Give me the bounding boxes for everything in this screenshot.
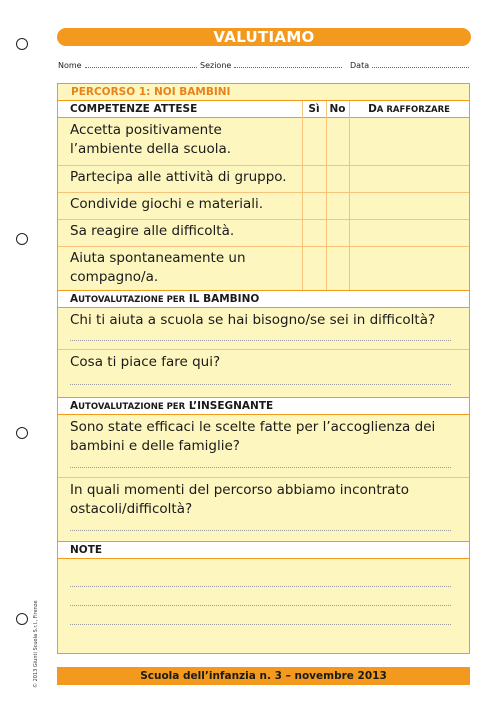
binder-hole xyxy=(16,427,28,439)
header-no: No xyxy=(329,103,346,115)
note-line[interactable] xyxy=(70,586,451,587)
answer-line[interactable] xyxy=(70,467,451,468)
footer-bar xyxy=(57,667,470,685)
date-field[interactable] xyxy=(350,59,469,70)
name-label: Nome xyxy=(58,61,82,70)
note-line[interactable] xyxy=(70,624,451,625)
question-bambino[interactable]: Chi ti aiuta a scuola se hai bisogno/se sei in difficoltà? xyxy=(58,308,469,350)
evaluation-card xyxy=(57,83,470,654)
header-rafforzare: DA RAFFORZARE xyxy=(368,103,450,115)
question-bambino[interactable]: Cosa ti piace fare qui? xyxy=(58,350,469,393)
binder-hole xyxy=(16,38,28,50)
section-label: Sezione xyxy=(200,61,232,70)
percorso-title: PERCORSO 1: NOI BAMBINI xyxy=(58,84,469,100)
competenza-row[interactable]: Sa reagire alle difficoltà. xyxy=(58,220,469,247)
section-autovalutazione-insegnante: AUTOVALUTAZIONE PER L’INSEGNANTE xyxy=(58,397,469,415)
section-field[interactable] xyxy=(200,59,342,70)
note-area[interactable] xyxy=(58,559,469,653)
header-si: Sì xyxy=(308,103,320,115)
copyright-text: © 2013 Giunti Scuola S.r.l., Firenze xyxy=(33,600,39,688)
competenza-row[interactable]: Partecipa alle attività di gruppo. xyxy=(58,166,469,193)
binder-hole xyxy=(16,613,28,625)
section-note: NOTE xyxy=(58,541,469,559)
binder-hole xyxy=(16,233,28,245)
date-label: Data xyxy=(350,61,370,70)
footer-text: Scuola dell’infanzia n. 3 – novembre 2013 xyxy=(140,670,387,682)
competenza-row[interactable]: Accetta positivamente l’ambiente della scuola. xyxy=(58,119,469,166)
competenza-row[interactable]: Aiuta spontaneamente un compagno/a. xyxy=(70,250,246,285)
name-field[interactable] xyxy=(58,59,197,70)
header-competenze: COMPETENZE ATTESE xyxy=(70,103,198,115)
answer-line[interactable] xyxy=(70,530,451,531)
section-autovalutazione-bambino: AUTOVALUTAZIONE PER IL BAMBINO xyxy=(58,290,469,308)
title-bar xyxy=(57,28,471,46)
table-header xyxy=(58,100,469,118)
question-insegnante[interactable]: Sono state efficaci le scelte fatte per l’accoglienza dei bambini e delle famiglie? xyxy=(58,415,469,478)
question-insegnante[interactable]: In quali momenti del percorso abbiamo incontrato ostacoli/difficoltà? xyxy=(58,478,469,540)
page-title: VALUTIAMO xyxy=(213,28,315,46)
competenza-row[interactable]: Condivide giochi e materiali. xyxy=(58,193,469,220)
note-line[interactable] xyxy=(70,605,451,606)
answer-line[interactable] xyxy=(70,340,451,341)
answer-line[interactable] xyxy=(70,384,451,385)
